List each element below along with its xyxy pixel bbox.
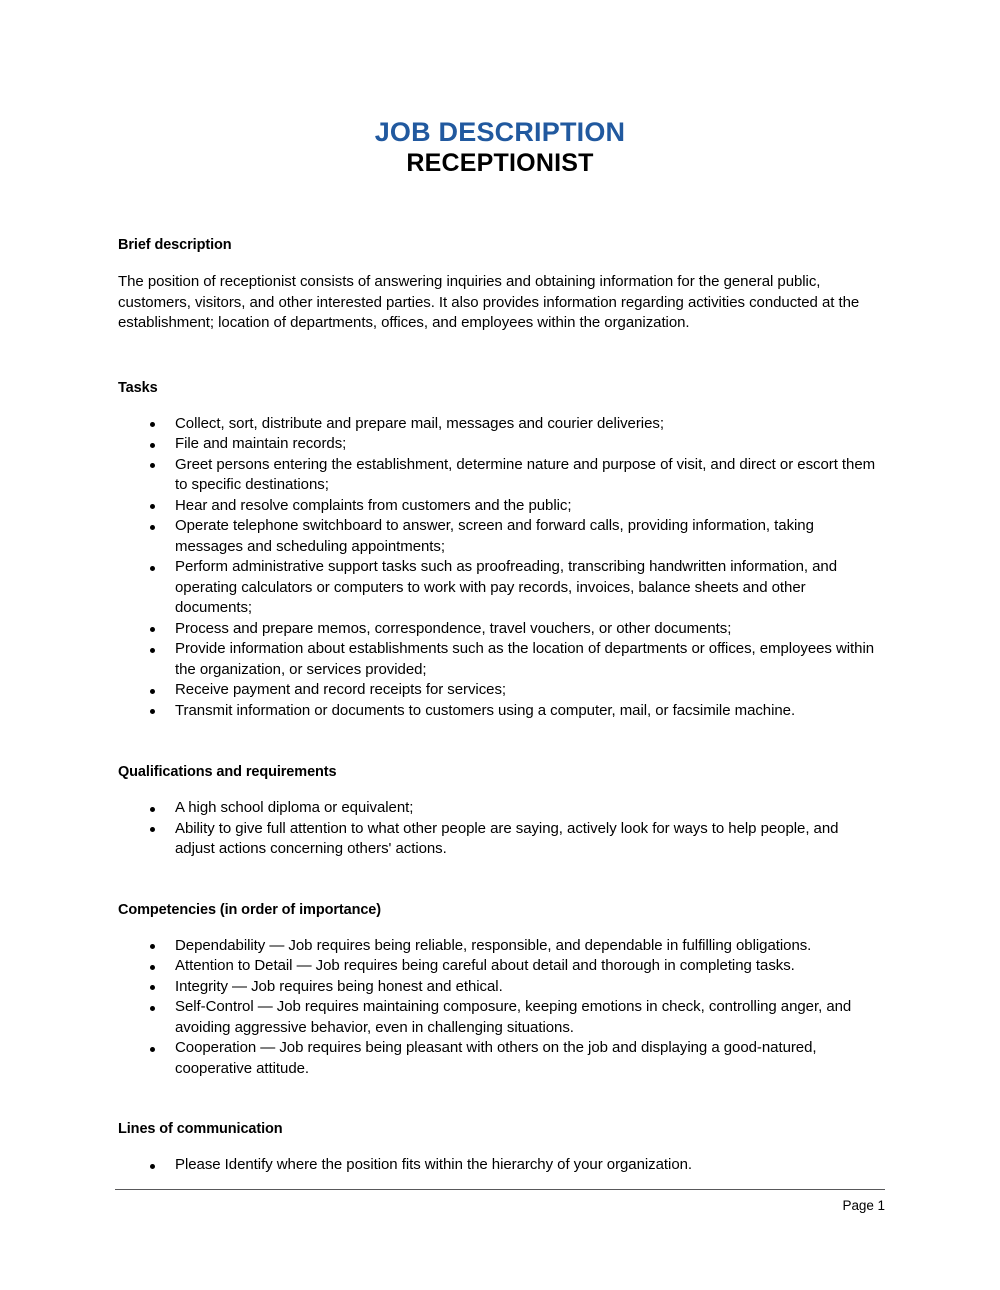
brief-description-paragraph: The position of receptionist consists of answering inquiries and obtaining information for the general public, customers, visitors, and other interested parties. It also provides information regarding activities conducted at the establishment; location of departments, offices, and employees within the organization. (118, 273, 860, 331)
section-competencies (118, 901, 882, 1080)
section-heading-lines-of-communication: Lines of communication (118, 1121, 283, 1137)
list-item: Please Identify where the position fits within the hierarchy of your organization. (118, 1155, 882, 1176)
list-item: Ability to give full attention to what other people are saying, actively look for ways to help people, and adjust actions concerning others' actions. (118, 819, 882, 860)
list-item: Hear and resolve complaints from customers and the public; (118, 496, 882, 517)
qualifications-list (118, 798, 882, 860)
section-tasks (118, 379, 882, 722)
section-heading-tasks: Tasks (118, 379, 158, 396)
section-heading-brief-description: Brief description (118, 237, 232, 253)
list-item: Process and prepare memos, correspondence, travel vouchers, or other documents; (118, 619, 882, 640)
section-lines-of-communication (118, 1120, 882, 1176)
document-body (118, 236, 882, 1176)
list-item: File and maintain records; (118, 434, 882, 455)
footer-divider (115, 1189, 885, 1190)
page-title: JOB DESCRIPTION (374, 117, 626, 147)
tasks-list (118, 414, 882, 722)
document-title-block (0, 116, 1000, 179)
list-item: Integrity — Job requires being honest and ethical. (118, 977, 882, 998)
list-item: Receive payment and record receipts for services; (118, 680, 882, 701)
list-item: Collect, sort, distribute and prepare mail, messages and courier deliveries; (118, 414, 882, 435)
page-number: Page 1 (842, 1198, 885, 1213)
list-item: Self-Control — Job requires maintaining composure, keeping emotions in check, controlling anger, and avoiding aggressive behavior, even in challenging situations. (118, 997, 882, 1038)
list-item: Transmit information or documents to customers using a computer, mail, or facsimile machine. (118, 701, 882, 722)
list-item: Operate telephone switchboard to answer, screen and forward calls, providing information, taking messages and scheduling appointments; (118, 516, 882, 557)
page-footer (115, 1189, 885, 1214)
list-item: Cooperation — Job requires being pleasant with others on the job and displaying a good-natured, cooperative attitude. (118, 1038, 882, 1079)
lines-of-communication-list (118, 1155, 882, 1176)
list-item: Greet persons entering the establishment, determine nature and purpose of visit, and direct or escort them to specific destinations; (118, 455, 882, 496)
list-item: Dependability — Job requires being reliable, responsible, and dependable in fulfilling obligations. (118, 936, 882, 957)
section-heading-qualifications: Qualifications and requirements (118, 764, 337, 780)
page-subtitle: RECEPTIONIST (406, 149, 594, 177)
list-item: A high school diploma or equivalent; (118, 798, 882, 819)
list-item: Provide information about establishments such as the location of departments or offices, employees within the organization, or services provided; (118, 639, 882, 680)
section-heading-competencies: Competencies (in order of importance) (118, 901, 381, 918)
list-item: Perform administrative support tasks such as proofreading, transcribing handwritten information, and operating calculators or computers to work with pay records, invoices, balance sheets and other documents; (118, 557, 882, 619)
section-qualifications (118, 763, 882, 860)
list-item: Attention to Detail — Job requires being careful about detail and thorough in completing tasks. (118, 956, 882, 977)
competencies-list (118, 936, 882, 1080)
section-brief-description (118, 236, 882, 334)
